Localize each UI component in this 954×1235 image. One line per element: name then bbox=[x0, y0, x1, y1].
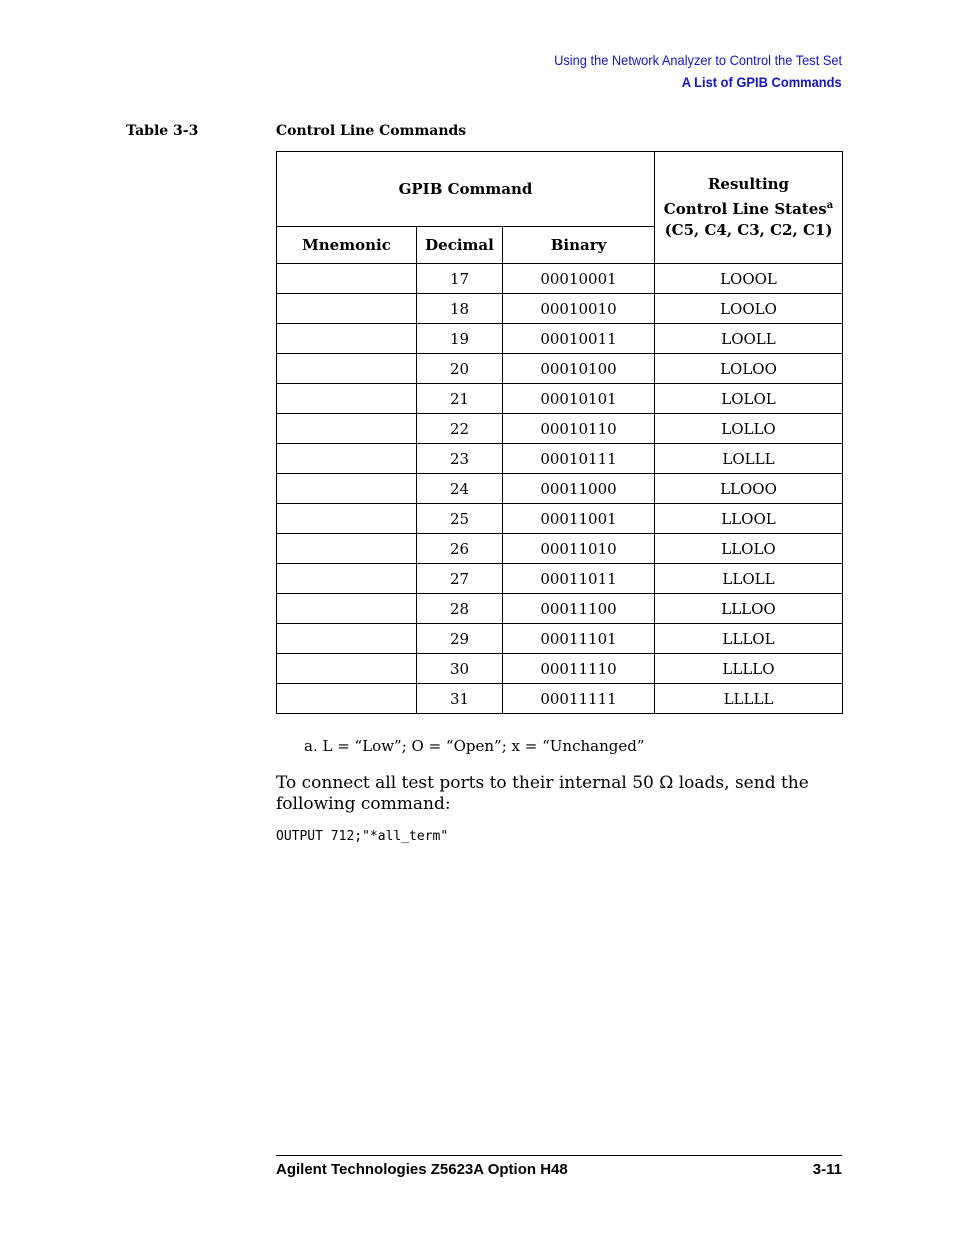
cell-decimal: 19 bbox=[417, 324, 503, 354]
control-line-states-header bbox=[655, 152, 843, 264]
gpib-command-header: GPIB Command bbox=[277, 152, 655, 227]
table-footnote: a. L = “Low”; O = “Open”; x = “Unchanged” bbox=[304, 737, 645, 755]
cell-binary: 00010010 bbox=[503, 294, 655, 324]
cell-state: LLOLO bbox=[655, 534, 843, 564]
cell-state: LLLOO bbox=[655, 594, 843, 624]
cell-state: LOOOL bbox=[655, 264, 843, 294]
footer-rule bbox=[276, 1155, 842, 1156]
cell-state: LOOLL bbox=[655, 324, 843, 354]
cell-decimal: 30 bbox=[417, 654, 503, 684]
states-header-line2: Control Line States bbox=[663, 200, 827, 218]
cell-binary: 00010101 bbox=[503, 384, 655, 414]
cell-mnemonic bbox=[277, 354, 417, 384]
column-header-mnemonic: Mnemonic bbox=[277, 227, 417, 264]
running-header-chapter: Using the Network Analyzer to Control the Test Set bbox=[554, 52, 842, 68]
cell-decimal: 24 bbox=[417, 474, 503, 504]
cell-binary: 00011111 bbox=[503, 684, 655, 714]
cell-decimal: 20 bbox=[417, 354, 503, 384]
table-row bbox=[277, 444, 843, 474]
states-header-line3: (C5, C4, C3, C2, C1) bbox=[664, 221, 833, 239]
cell-mnemonic bbox=[277, 414, 417, 444]
cell-binary: 00011101 bbox=[503, 624, 655, 654]
cell-mnemonic bbox=[277, 294, 417, 324]
cell-state: LOOLO bbox=[655, 294, 843, 324]
table-row bbox=[277, 414, 843, 444]
states-header-line1: Resulting bbox=[707, 175, 790, 193]
table-row bbox=[277, 534, 843, 564]
cell-mnemonic bbox=[277, 384, 417, 414]
cell-state: LOLOL bbox=[655, 384, 843, 414]
cell-mnemonic bbox=[277, 504, 417, 534]
table-row bbox=[277, 684, 843, 714]
table-row bbox=[277, 354, 843, 384]
table-row bbox=[277, 294, 843, 324]
cell-mnemonic bbox=[277, 624, 417, 654]
table-title: Control Line Commands bbox=[276, 123, 467, 139]
cell-decimal: 25 bbox=[417, 504, 503, 534]
page-number: 3-11 bbox=[812, 1161, 842, 1178]
footnote-marker: a bbox=[826, 200, 834, 211]
table-row bbox=[277, 594, 843, 624]
table-row bbox=[277, 624, 843, 654]
table-row bbox=[277, 654, 843, 684]
table-body bbox=[277, 264, 843, 714]
table-row bbox=[277, 504, 843, 534]
cell-decimal: 17 bbox=[417, 264, 503, 294]
cell-mnemonic bbox=[277, 564, 417, 594]
cell-binary: 00011100 bbox=[503, 594, 655, 624]
cell-binary: 00011010 bbox=[503, 534, 655, 564]
cell-binary: 00010100 bbox=[503, 354, 655, 384]
footer-product: Agilent Technologies Z5623A Option H48 bbox=[276, 1161, 568, 1178]
cell-state: LLOLL bbox=[655, 564, 843, 594]
cell-decimal: 27 bbox=[417, 564, 503, 594]
cell-decimal: 31 bbox=[417, 684, 503, 714]
cell-decimal: 21 bbox=[417, 384, 503, 414]
cell-mnemonic bbox=[277, 264, 417, 294]
running-header-section: A List of GPIB Commands bbox=[682, 74, 842, 90]
cell-mnemonic bbox=[277, 444, 417, 474]
cell-decimal: 26 bbox=[417, 534, 503, 564]
table-row bbox=[277, 264, 843, 294]
cell-state: LLOOL bbox=[655, 504, 843, 534]
cell-state: LLLOL bbox=[655, 624, 843, 654]
cell-state: LLOOO bbox=[655, 474, 843, 504]
cell-state: LOLOO bbox=[655, 354, 843, 384]
cell-binary: 00010001 bbox=[503, 264, 655, 294]
code-example: OUTPUT 712;"*all_term" bbox=[276, 829, 449, 844]
table-row bbox=[277, 564, 843, 594]
table-label: Table 3-3 bbox=[126, 123, 199, 139]
control-line-table bbox=[276, 151, 843, 714]
table-row bbox=[277, 474, 843, 504]
cell-decimal: 29 bbox=[417, 624, 503, 654]
body-paragraph: To connect all test ports to their internal 50 Ω loads, send the following command: bbox=[276, 773, 809, 814]
cell-mnemonic bbox=[277, 654, 417, 684]
cell-mnemonic bbox=[277, 474, 417, 504]
column-header-binary: Binary bbox=[503, 227, 655, 264]
cell-binary: 00011000 bbox=[503, 474, 655, 504]
cell-mnemonic bbox=[277, 594, 417, 624]
cell-binary: 00010011 bbox=[503, 324, 655, 354]
cell-decimal: 28 bbox=[417, 594, 503, 624]
cell-binary: 00011011 bbox=[503, 564, 655, 594]
cell-binary: 00010111 bbox=[503, 444, 655, 474]
cell-mnemonic bbox=[277, 324, 417, 354]
cell-decimal: 23 bbox=[417, 444, 503, 474]
cell-binary: 00011001 bbox=[503, 504, 655, 534]
table-row bbox=[277, 324, 843, 354]
table-row bbox=[277, 384, 843, 414]
cell-state: LOLLO bbox=[655, 414, 843, 444]
cell-binary: 00010110 bbox=[503, 414, 655, 444]
cell-mnemonic bbox=[277, 684, 417, 714]
cell-state: LLLLO bbox=[655, 654, 843, 684]
cell-mnemonic bbox=[277, 534, 417, 564]
cell-binary: 00011110 bbox=[503, 654, 655, 684]
cell-state: LOLLL bbox=[655, 444, 843, 474]
column-header-decimal: Decimal bbox=[417, 227, 503, 264]
cell-state: LLLLL bbox=[655, 684, 843, 714]
cell-decimal: 18 bbox=[417, 294, 503, 324]
cell-decimal: 22 bbox=[417, 414, 503, 444]
